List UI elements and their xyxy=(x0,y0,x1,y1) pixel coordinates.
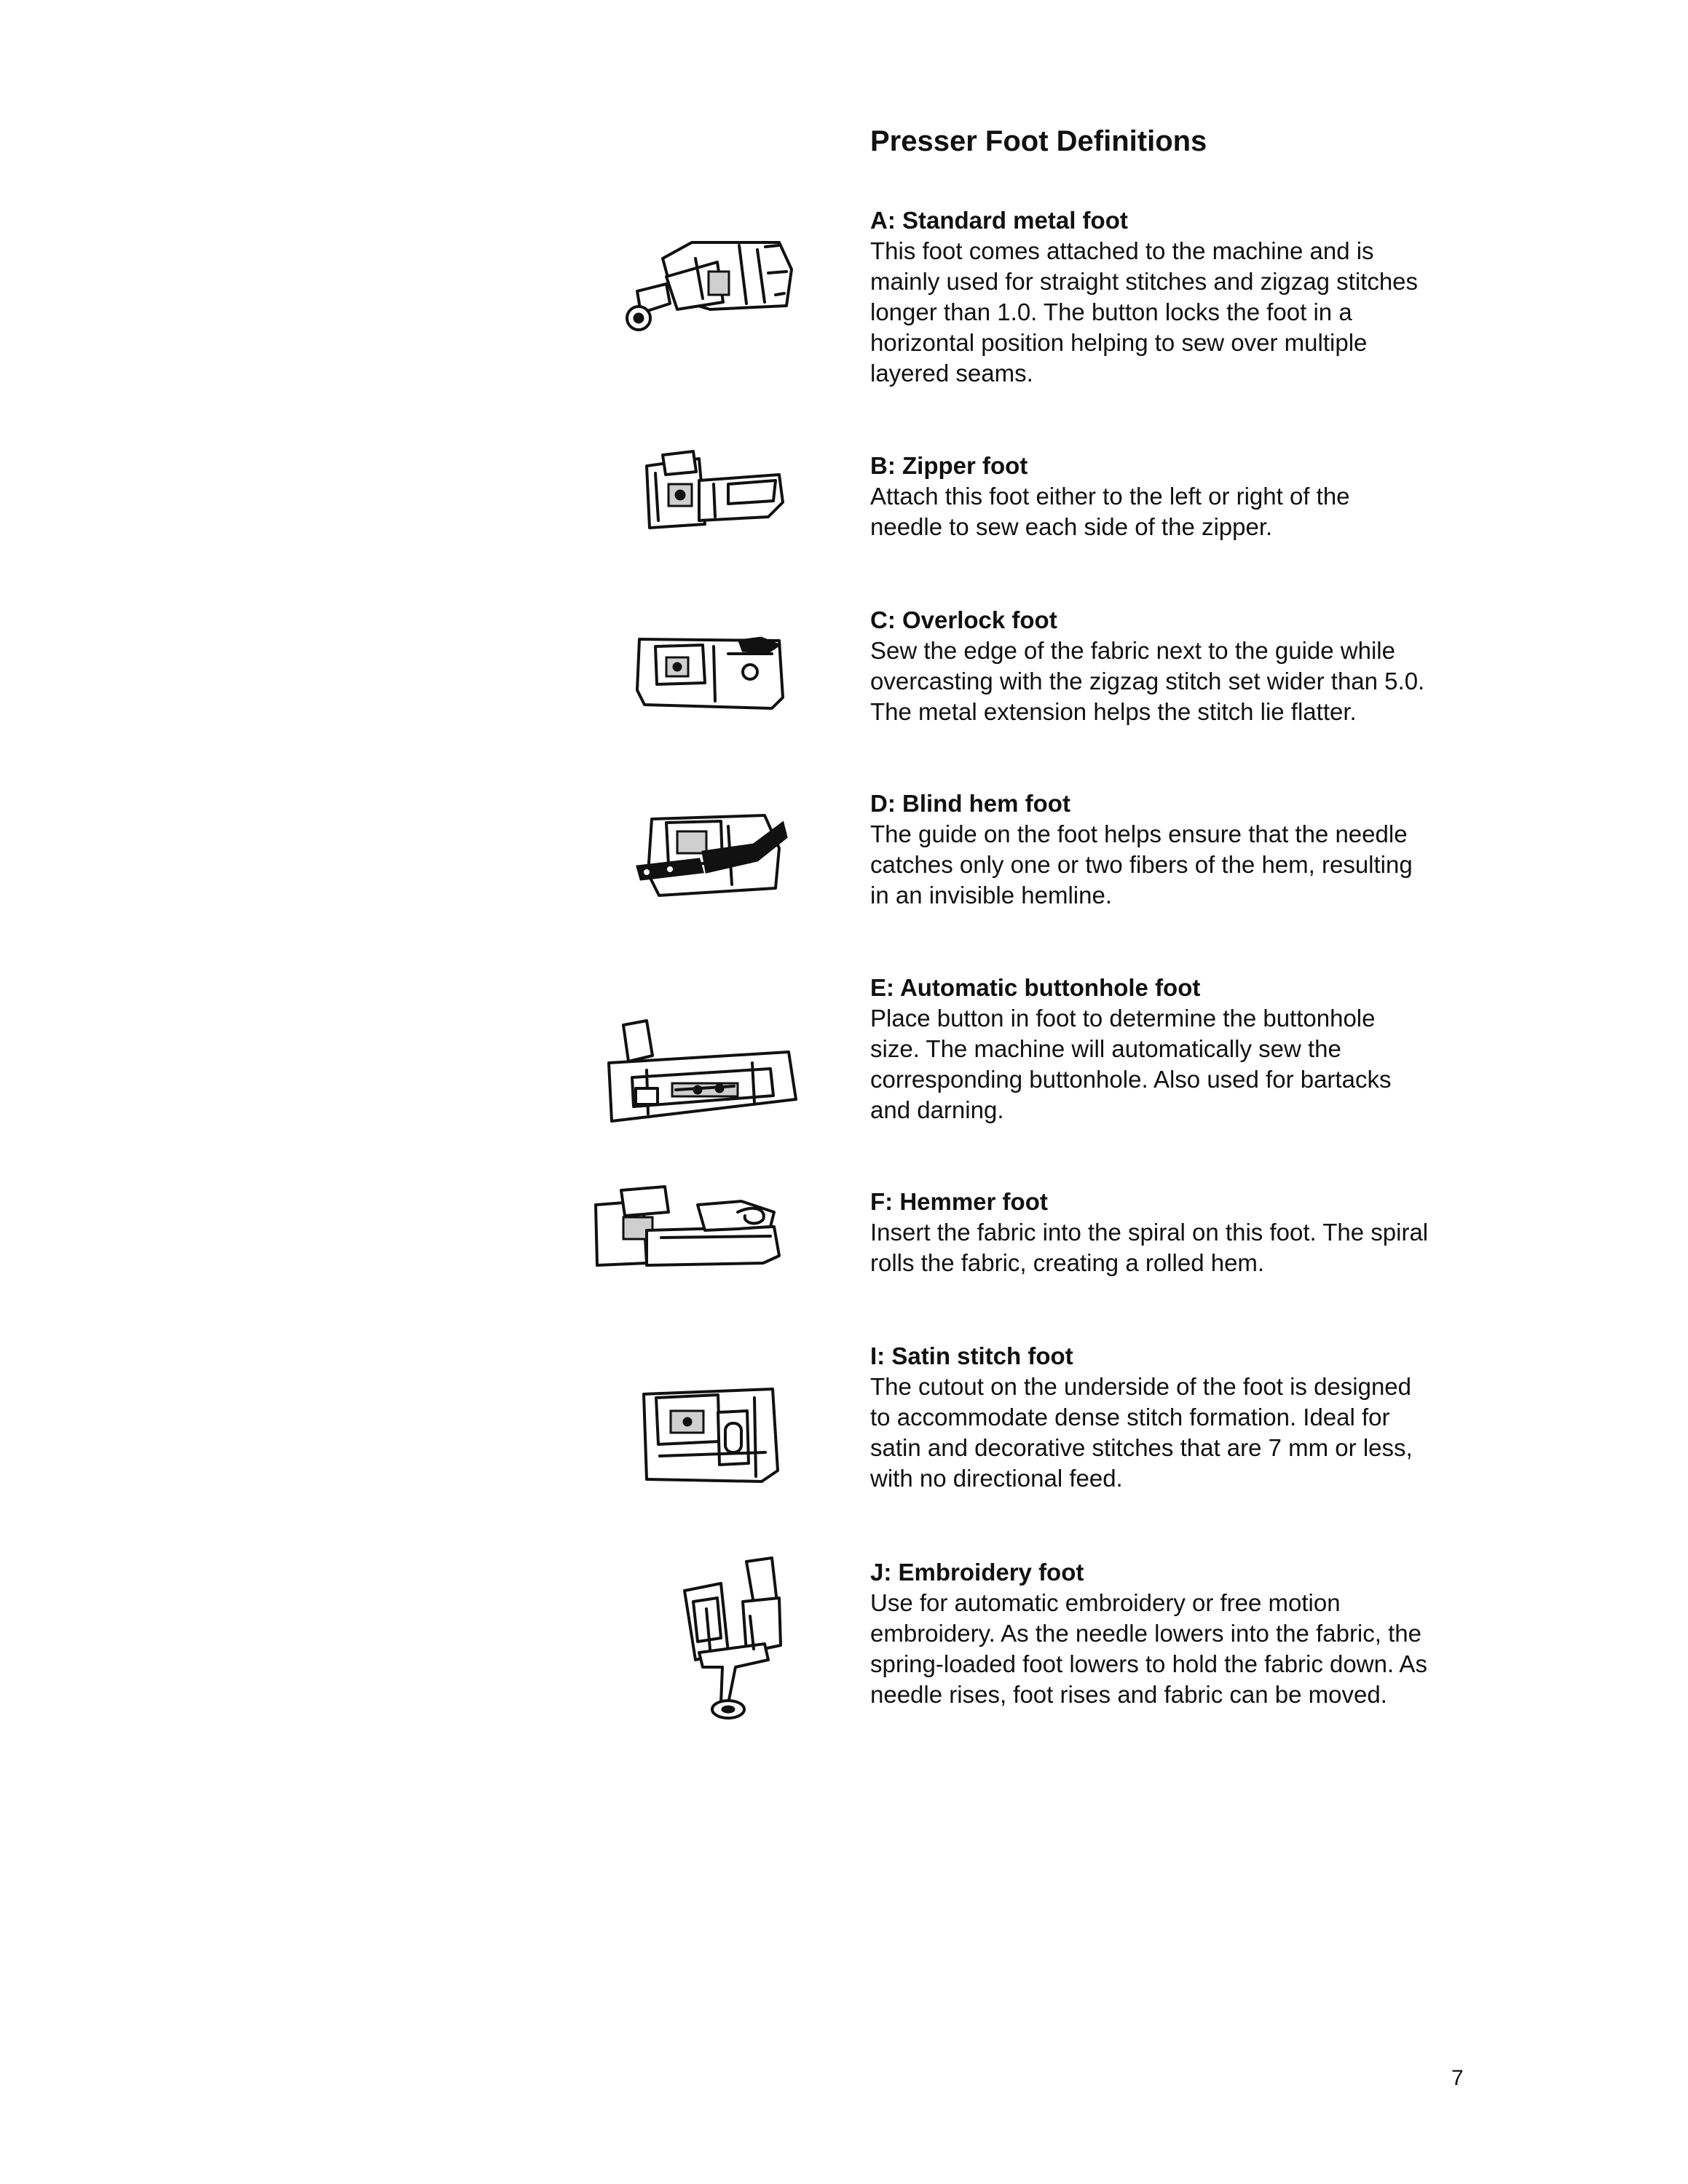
blind-hem-foot-icon xyxy=(634,808,794,903)
foot-entry-a xyxy=(870,205,1511,389)
foot-title: B: Zipper foot xyxy=(870,452,1028,479)
page-number: 7 xyxy=(1451,2066,1464,2090)
foot-title: A: Standard metal foot xyxy=(870,207,1128,234)
satin-stitch-foot-icon xyxy=(638,1383,784,1485)
page-title: Presser Foot Definitions xyxy=(870,125,1207,157)
embroidery-foot-icon xyxy=(677,1558,790,1725)
foot-description: Insert the fabric into the spiral on this foot. The spiral rolls the fabric, creating a rolled hem. xyxy=(870,1219,1429,1276)
foot-entry-b xyxy=(870,451,1511,542)
standard-metal-foot-icon xyxy=(623,237,797,335)
foot-description: This foot comes attached to the machine and is mainly used for straight stitches and zigzag stitches longer than 1.0. The button locks the foot in a horizontal position helping to sew over multiple layered seams. xyxy=(870,237,1419,387)
foot-description: The guide on the foot helps ensure that the needle catches only one or two fibers of the hem, resulting in an invisible hemline. xyxy=(870,820,1413,909)
foot-entry-d xyxy=(870,788,1511,911)
foot-description: Sew the edge of the fabric next to the guide while overcasting with the zigzag stitch set wider than 5.0. The metal extension helps the stitch lie flatter. xyxy=(870,637,1425,725)
hemmer-foot-icon xyxy=(588,1187,791,1270)
foot-entry-f xyxy=(870,1187,1511,1278)
foot-title: C: Overlock foot xyxy=(870,606,1057,633)
foot-title: I: Satin stitch foot xyxy=(870,1342,1073,1369)
foot-title: F: Hemmer foot xyxy=(870,1188,1048,1215)
foot-entry-e xyxy=(870,973,1511,1125)
overlock-foot-icon xyxy=(634,632,790,712)
foot-entry-j xyxy=(870,1557,1511,1710)
foot-description: Attach this foot either to the left or right of the needle to sew each side of the zipper. xyxy=(870,483,1350,540)
foot-title: E: Automatic buttonhole foot xyxy=(870,974,1201,1001)
foot-description: The cutout on the underside of the foot is designed to accommodate dense stitch formation. Ideal for satin and decorative stitches that are 7 mm or less, with no directional feed. xyxy=(870,1373,1413,1492)
foot-description: Use for automatic embroidery or free motion embroidery. As the needle lowers into the fabric, the spring-loaded foot lowers to hold the fabric down. As needle rises, foot rises and fabric can be moved. xyxy=(870,1589,1427,1708)
foot-entry-c xyxy=(870,605,1511,727)
buttonhole-foot-icon xyxy=(603,1019,800,1132)
foot-description: Place button in foot to determine the buttonhole size. The machine will automatically sew the corresponding buttonhole. Also used for bartacks and darning. xyxy=(870,1005,1392,1123)
zipper-foot-icon xyxy=(641,451,786,531)
foot-title: J: Embroidery foot xyxy=(870,1559,1084,1586)
foot-entry-i xyxy=(870,1341,1511,1494)
foot-title: D: Blind hem foot xyxy=(870,790,1070,817)
